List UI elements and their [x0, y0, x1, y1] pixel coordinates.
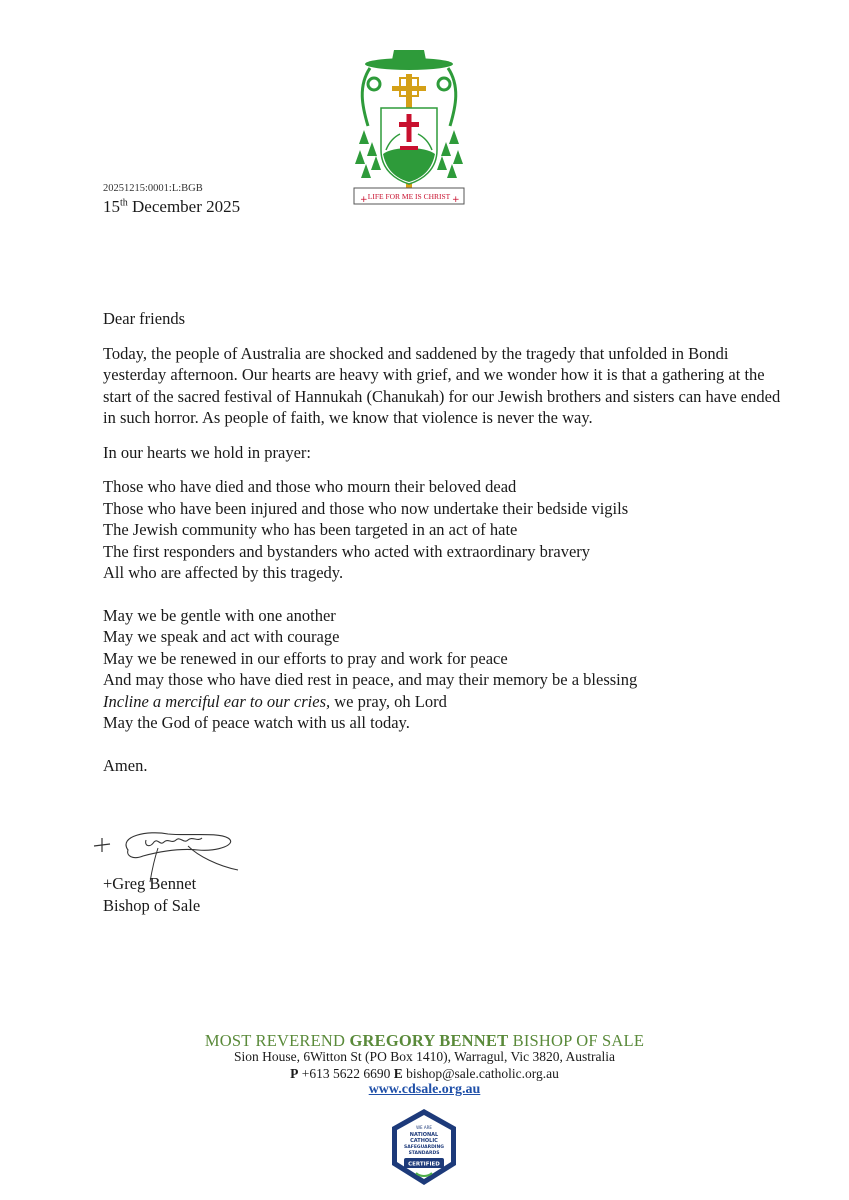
paragraph-prayer-lead: In our hearts we hold in prayer:: [103, 442, 312, 462]
signatory-title: Bishop of Sale: [103, 896, 201, 915]
signatory-name: +Greg Bennet: [103, 874, 197, 893]
footer-contact: P +613 5622 6690 E bishop@sale.catholic.org.au: [290, 1066, 559, 1081]
blessings: [103, 605, 783, 734]
svg-text:WE ARE: WE ARE: [416, 1125, 432, 1130]
svg-text:+: +: [452, 195, 460, 205]
blessing-line: May we speak and act with courage: [103, 627, 340, 646]
prayer-item: Those who have died and those who mourn their beloved dead: [103, 477, 517, 496]
footer-title: MOST REVEREND GREGORY BENNET BISHOP OF SALE: [204, 1031, 645, 1050]
blessing-line: May we be gentle with one another: [103, 605, 336, 625]
svg-text:NATIONAL: NATIONAL: [409, 1132, 439, 1138]
prayer-item: All who are affected by this tragedy.: [103, 563, 344, 582]
incline-line: Incline a merciful ear to our cries, we pray, oh Lord: [103, 691, 447, 711]
greeting: Dear friends: [103, 309, 186, 328]
footer-website-link[interactable]: www.cdsale.org.au: [368, 1082, 481, 1097]
signature-block: [103, 873, 200, 917]
svg-text:CERTIFIED: CERTIFIED: [408, 1161, 440, 1168]
final-line: May the God of peace watch with us all today.: [103, 713, 410, 732]
letter-body: [103, 308, 783, 789]
reference-number: 20251215:0001:L:BGB: [103, 183, 203, 194]
prayer-list: [103, 476, 783, 584]
svg-text:SAFEGUARDING: SAFEGUARDING: [404, 1145, 444, 1150]
coat-of-arms-crest: [348, 46, 470, 216]
paragraph-intro: Today, the people of Australia are shocked and saddened by the tragedy that unfolded in Bondi yesterday afternoon. Our hearts are heavy with grief, and we wonder how it is that a gathering at the start of the sacred festival of Hannukah (Chanukah) for our Jewish brothers and sisters can have ended in such horror. As people of faith, we know that violence is never the way.: [103, 343, 781, 427]
letter-date: 15th December 2025: [103, 197, 241, 216]
blessing-line: And may those who have died rest in peace, and may their memory be a blessing: [103, 670, 638, 689]
blessing-line: May we be renewed in our efforts to pray and work for peace: [103, 648, 508, 668]
svg-text:+: +: [360, 195, 368, 205]
prayer-item: The Jewish community who has been targeted in an act of hate: [103, 520, 518, 539]
prayer-item: The first responders and bystanders who acted with extraordinary bravery: [103, 541, 591, 561]
svg-text:CATHOLIC: CATHOLIC: [410, 1138, 438, 1144]
crest-motto: LIFE FOR ME IS CHRIST: [367, 192, 451, 201]
amen: Amen.: [103, 755, 148, 775]
svg-text:STANDARDS: STANDARDS: [408, 1151, 440, 1156]
prayer-item: Those who have been injured and those who now undertake their bedside vigils: [103, 498, 629, 518]
safeguarding-certified-badge: [388, 1107, 460, 1187]
footer-address: Sion House, 6Witton St (PO Box 1410), Warragul, Vic 3820, Australia: [233, 1049, 616, 1064]
